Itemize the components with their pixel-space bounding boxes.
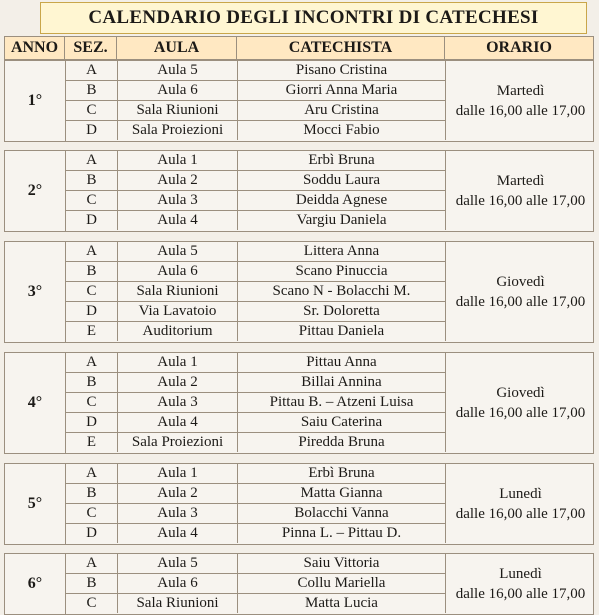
year-label: 4° bbox=[5, 353, 66, 453]
section-cell: A bbox=[66, 242, 118, 262]
room-cell: Sala Riunioni bbox=[118, 101, 238, 121]
header-aula: AULA bbox=[117, 37, 237, 59]
catechist-cell: Matta Gianna bbox=[238, 484, 446, 504]
room-cell: Aula 5 bbox=[118, 242, 238, 262]
schedule-time bbox=[446, 554, 595, 614]
catechist-cell: Saiu Vittoria bbox=[238, 554, 446, 574]
catechist-cell: Collu Mariella bbox=[238, 574, 446, 594]
catechist-cell: Pittau Daniela bbox=[238, 322, 446, 341]
catechist-cell: Aru Cristina bbox=[238, 101, 446, 121]
year-block bbox=[4, 463, 594, 545]
room-cell: Aula 3 bbox=[118, 504, 238, 524]
room-cell: Aula 5 bbox=[118, 554, 238, 574]
catechist-cell: Soddu Laura bbox=[238, 171, 446, 191]
catechist-cell: Vargiu Daniela bbox=[238, 211, 446, 230]
room-cell: Aula 4 bbox=[118, 524, 238, 543]
room-cell: Aula 3 bbox=[118, 191, 238, 211]
schedule-time bbox=[446, 464, 595, 544]
room-cell: Aula 1 bbox=[118, 353, 238, 373]
room-cell: Aula 1 bbox=[118, 464, 238, 484]
section-cell: B bbox=[66, 484, 118, 504]
schedule-hours: dalle 16,00 alle 17,00 bbox=[455, 193, 586, 209]
catechist-cell: Scano N - Bolacchi M. bbox=[238, 282, 446, 302]
section-cell: C bbox=[66, 282, 118, 302]
section-cell: C bbox=[66, 594, 118, 613]
schedule-hours: dalle 16,00 alle 17,00 bbox=[455, 506, 586, 522]
catechist-cell: Scano Pinuccia bbox=[238, 262, 446, 282]
catechist-cell: Matta Lucia bbox=[238, 594, 446, 613]
schedule-day: Lunedì bbox=[499, 566, 542, 582]
section-cell: C bbox=[66, 504, 118, 524]
section-cell: A bbox=[66, 464, 118, 484]
schedule-day: Martedì bbox=[496, 83, 545, 99]
room-cell: Aula 2 bbox=[118, 373, 238, 393]
header-catechista: CATECHISTA bbox=[237, 37, 445, 59]
section-cell: E bbox=[66, 322, 118, 341]
catechist-cell: Pittau Anna bbox=[238, 353, 446, 373]
schedule-hours: dalle 16,00 alle 17,00 bbox=[455, 586, 586, 602]
section-cell: D bbox=[66, 413, 118, 433]
schedule-day: Martedì bbox=[496, 173, 545, 189]
section-cell: D bbox=[66, 524, 118, 543]
section-cell: B bbox=[66, 574, 118, 594]
section-cell: A bbox=[66, 353, 118, 373]
section-cell: B bbox=[66, 373, 118, 393]
catechist-cell: Billai Annina bbox=[238, 373, 446, 393]
room-cell: Sala Riunioni bbox=[118, 282, 238, 302]
catechist-cell: Sr. Doloretta bbox=[238, 302, 446, 322]
year-label: 5° bbox=[5, 464, 66, 544]
room-cell: Aula 6 bbox=[118, 81, 238, 101]
room-cell: Aula 6 bbox=[118, 574, 238, 594]
schedule-hours: dalle 16,00 alle 17,00 bbox=[455, 294, 586, 310]
section-cell: B bbox=[66, 262, 118, 282]
schedule-day: Giovedì bbox=[496, 385, 545, 401]
room-cell: Aula 3 bbox=[118, 393, 238, 413]
room-cell: Aula 2 bbox=[118, 171, 238, 191]
room-cell: Aula 4 bbox=[118, 211, 238, 230]
catechist-cell: Erbì Bruna bbox=[238, 464, 446, 484]
schedule-time bbox=[446, 353, 595, 453]
room-cell: Aula 5 bbox=[118, 61, 238, 81]
catechist-cell: Littera Anna bbox=[238, 242, 446, 262]
year-block bbox=[4, 60, 594, 142]
room-cell: Aula 2 bbox=[118, 484, 238, 504]
year-label: 2° bbox=[5, 151, 66, 231]
section-cell: B bbox=[66, 81, 118, 101]
year-label: 6° bbox=[5, 554, 66, 614]
section-cell: B bbox=[66, 171, 118, 191]
room-cell: Sala Proiezioni bbox=[118, 433, 238, 452]
section-cell: C bbox=[66, 191, 118, 211]
room-cell: Sala Proiezioni bbox=[118, 121, 238, 140]
catechist-cell: Deidda Agnese bbox=[238, 191, 446, 211]
room-cell: Aula 4 bbox=[118, 413, 238, 433]
schedule-time bbox=[446, 242, 595, 342]
room-cell: Aula 6 bbox=[118, 262, 238, 282]
year-block bbox=[4, 150, 594, 232]
schedule-hours: dalle 16,00 alle 17,00 bbox=[455, 405, 586, 421]
catechist-cell: Bolacchi Vanna bbox=[238, 504, 446, 524]
catechist-cell: Piredda Bruna bbox=[238, 433, 446, 452]
catechist-cell: Saiu Caterina bbox=[238, 413, 446, 433]
year-label: 3° bbox=[5, 242, 66, 342]
catechist-cell: Mocci Fabio bbox=[238, 121, 446, 140]
room-cell: Sala Riunioni bbox=[118, 594, 238, 613]
section-cell: E bbox=[66, 433, 118, 452]
schedule-time bbox=[446, 61, 595, 141]
section-cell: C bbox=[66, 101, 118, 121]
room-cell: Aula 1 bbox=[118, 151, 238, 171]
year-label: 1° bbox=[5, 61, 66, 141]
header-orario: ORARIO bbox=[445, 37, 594, 59]
schedule-hours: dalle 16,00 alle 17,00 bbox=[455, 103, 586, 119]
section-cell: D bbox=[66, 302, 118, 322]
catechist-cell: Pittau B. – Atzeni Luisa bbox=[238, 393, 446, 413]
header-sez: SEZ. bbox=[65, 37, 117, 59]
catechist-cell: Pinna L. – Pittau D. bbox=[238, 524, 446, 543]
section-cell: C bbox=[66, 393, 118, 413]
page-title: CALENDARIO DEGLI INCONTRI DI CATECHESI bbox=[40, 2, 587, 34]
schedule-time bbox=[446, 151, 595, 231]
catechist-cell: Pisano Cristina bbox=[238, 61, 446, 81]
room-cell: Via Lavatoio bbox=[118, 302, 238, 322]
header-anno: ANNO bbox=[4, 37, 65, 59]
section-cell: A bbox=[66, 554, 118, 574]
section-cell: A bbox=[66, 151, 118, 171]
year-block bbox=[4, 241, 594, 343]
room-cell: Auditorium bbox=[118, 322, 238, 341]
year-block bbox=[4, 553, 594, 615]
section-cell: D bbox=[66, 211, 118, 230]
schedule-day: Lunedì bbox=[499, 486, 542, 502]
section-cell: D bbox=[66, 121, 118, 140]
catechist-cell: Giorri Anna Maria bbox=[238, 81, 446, 101]
table-header bbox=[4, 36, 594, 60]
year-block bbox=[4, 352, 594, 454]
catechist-cell: Erbì Bruna bbox=[238, 151, 446, 171]
schedule-day: Giovedì bbox=[496, 274, 545, 290]
section-cell: A bbox=[66, 61, 118, 81]
